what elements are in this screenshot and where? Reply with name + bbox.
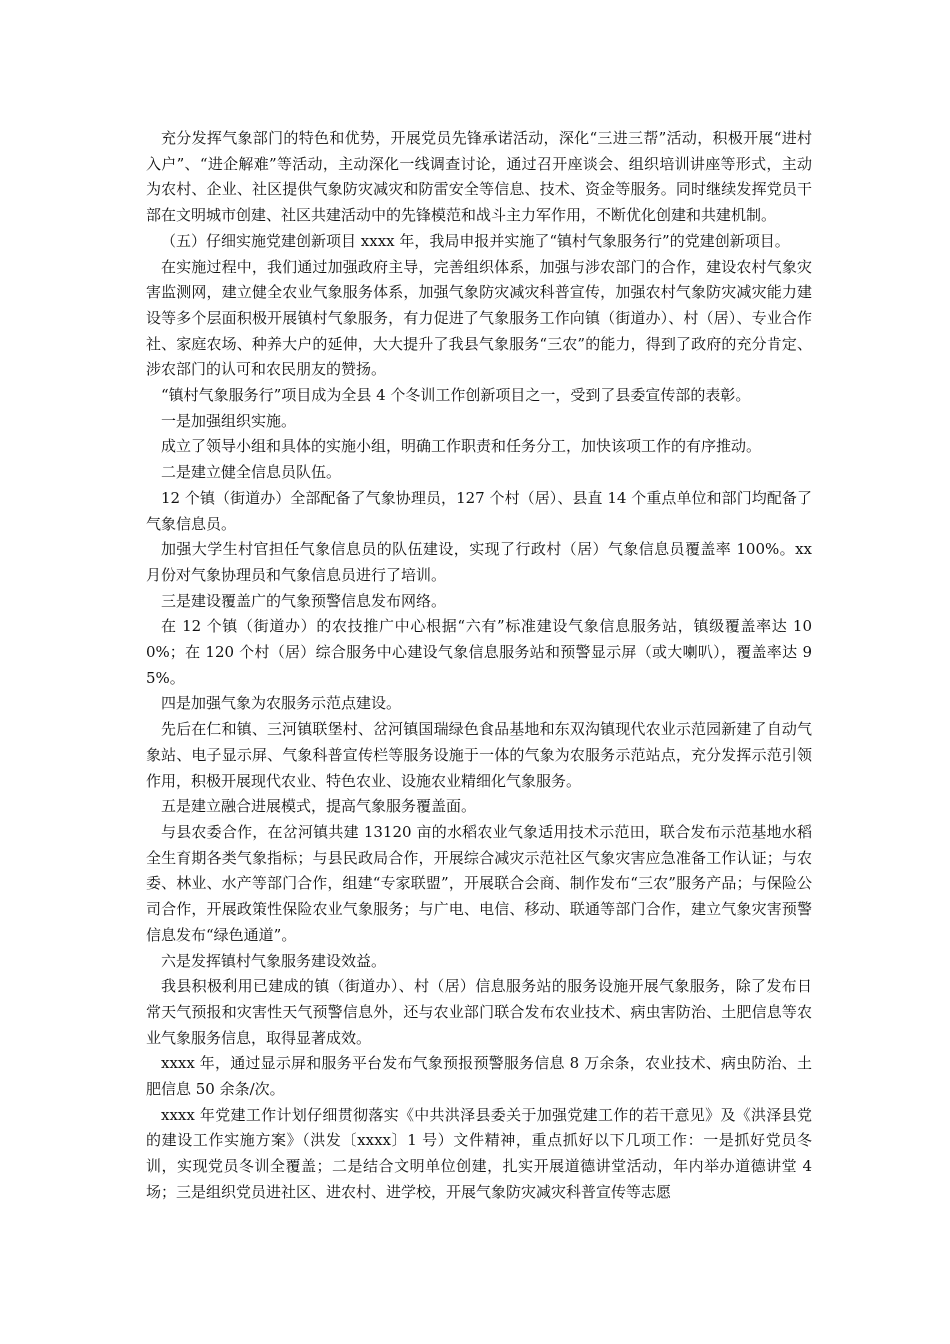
paragraph: 加强大学生村官担任气象信息员的队伍建设，实现了行政村（居）气象信息员覆盖率 100%。xx 月份对气象协理员和气象信息员进行了培训。 [146,540,812,584]
paragraph: 12 个镇（街道办）全部配备了气象协理员，127 个村（居）、县直 14 个重点单位和部门均配备了气象信息员。 [146,488,812,533]
paragraph: xxxx 年，通过显示屏和服务平台发布气象预报预警服务信息 8 万余条，农业技术、病虫防治、土肥信息 50 余条/次。 [146,1054,812,1099]
paragraph: 先后在仁和镇、三河镇联堡村、岔河镇国瑞绿色食品基地和东双沟镇现代农业示范园新建了自动气象站、电子显示屏、气象科普宣传栏等服务设施于一体的气象为农服务示范站点，充分发挥示范引领作用，积极开展现代农业、特色农业、设施农业精细化气象服务。 [146,720,812,790]
paragraph: “镇村气象服务行”项目成为全县 4 个冬训工作创新项目之一，受到了县委宣传部的表彰。 [161,386,751,405]
section-heading: 三是建设覆盖广的气象预警信息发布网络。 [161,591,447,610]
paragraph: 充分发挥气象部门的特色和优势，开展党员先锋承诺活动，深化“三进三帮”活动，积极开展“进村入户”、“进企解难”等活动，主动深化一线调查讨论，通过召开座谈会、组织培训讲座等形式，主动为农村、企业、社区提供气象防灾减灾和防雷安全等信息、技术、资金等服务。同时继续发挥党员干部在文明城市创建、社区共建活动中的先锋模范和战斗主力军作用，不断优化创建和共建机制。 [146,129,812,225]
paragraph: 在实施过程中，我们通过加强政府主导，完善组织体系，加强与涉农部门的合作，建设农村气象灾害监测网，建立健全农业气象服务体系，加强气象防灾减灾科普宣传，加强农村气象防灾减灾能力建设等多个层面积极开展镇村气象服务，有力促进了气象服务工作向镇（街道办）、村（居）、专业合作社、家庭农场、种养大户的延伸，大大提升了我县气象服务“三农”的能力，得到了政府的充分肯定、涉农部门的认可和农民朋友的赞扬。 [146,257,812,379]
section-heading: 六是发挥镇村气象服务建设效益。 [161,951,387,970]
section-heading: 一是加强组织实施。 [161,411,297,430]
section-heading: 二是建立健全信息员队伍。 [161,463,342,482]
paragraph: 在 12 个镇（街道办）的农技推广中心根据“六有”标准建设气象信息服务站，镇级覆盖率达 100%；在 120 个村（居）综合服务中心建设气象信息服务站和预警显示屏（或大喇叭），覆盖率达 95%。 [146,617,812,687]
paragraph: 我县积极利用已建成的镇（街道办）、村（居）信息服务站的服务设施开展气象服务，除了发布日常天气预报和灾害性天气预警信息外，还与农业部门联合发布农业技术、病虫害防治、土肥信息等农业气象服务信息，取得显著成效。 [146,977,812,1047]
paragraph: 与县农委合作，在岔河镇共建 13120 亩的水稻农业气象适用技术示范田，联合发布示范基地水稻全生育期各类气象指标；与县民政局合作，开展综合减灾示范社区气象灾害应急准备工作认证；与农委、林业、水产等部门合作，组建“专家联盟”，开展联合会商、制作发布“三农”服务产品；与保险公司合作，开展政策性保险农业气象服务；与广电、电信、移动、联通等部门合作，建立气象灾害预警信息发布“绿色通道”。 [146,822,812,944]
paragraph: （五）仔细实施党建创新项目 xxxx 年，我局申报并实施了“镇村气象服务行”的党建创新项目。 [161,231,790,250]
document-body [146,126,812,1206]
section-heading: 五是建立融合进展模式，提高气象服务覆盖面。 [161,797,477,816]
paragraph: 成立了领导小组和具体的实施小组，明确工作职责和任务分工，加快该项工作的有序推动。 [161,437,762,456]
section-heading: 四是加强气象为农服务示范点建设。 [161,694,402,713]
paragraph: xxxx 年党建工作计划仔细贯彻落实《中共洪泽县委关于加强党建工作的若干意见》及《洪泽县党的建设工作实施方案》（洪发〔xxxx〕1 号）文件精神，重点抓好以下几项工作：一是抓好党员冬训，实现党员冬训全覆盖；二是结合文明单位创建，扎实开展道德讲堂活动，年内举办道德讲堂 4 场；三是组织党员进社区、进农村、进学校，开展气象防灾减灾科普宣传等志愿 [146,1105,812,1201]
